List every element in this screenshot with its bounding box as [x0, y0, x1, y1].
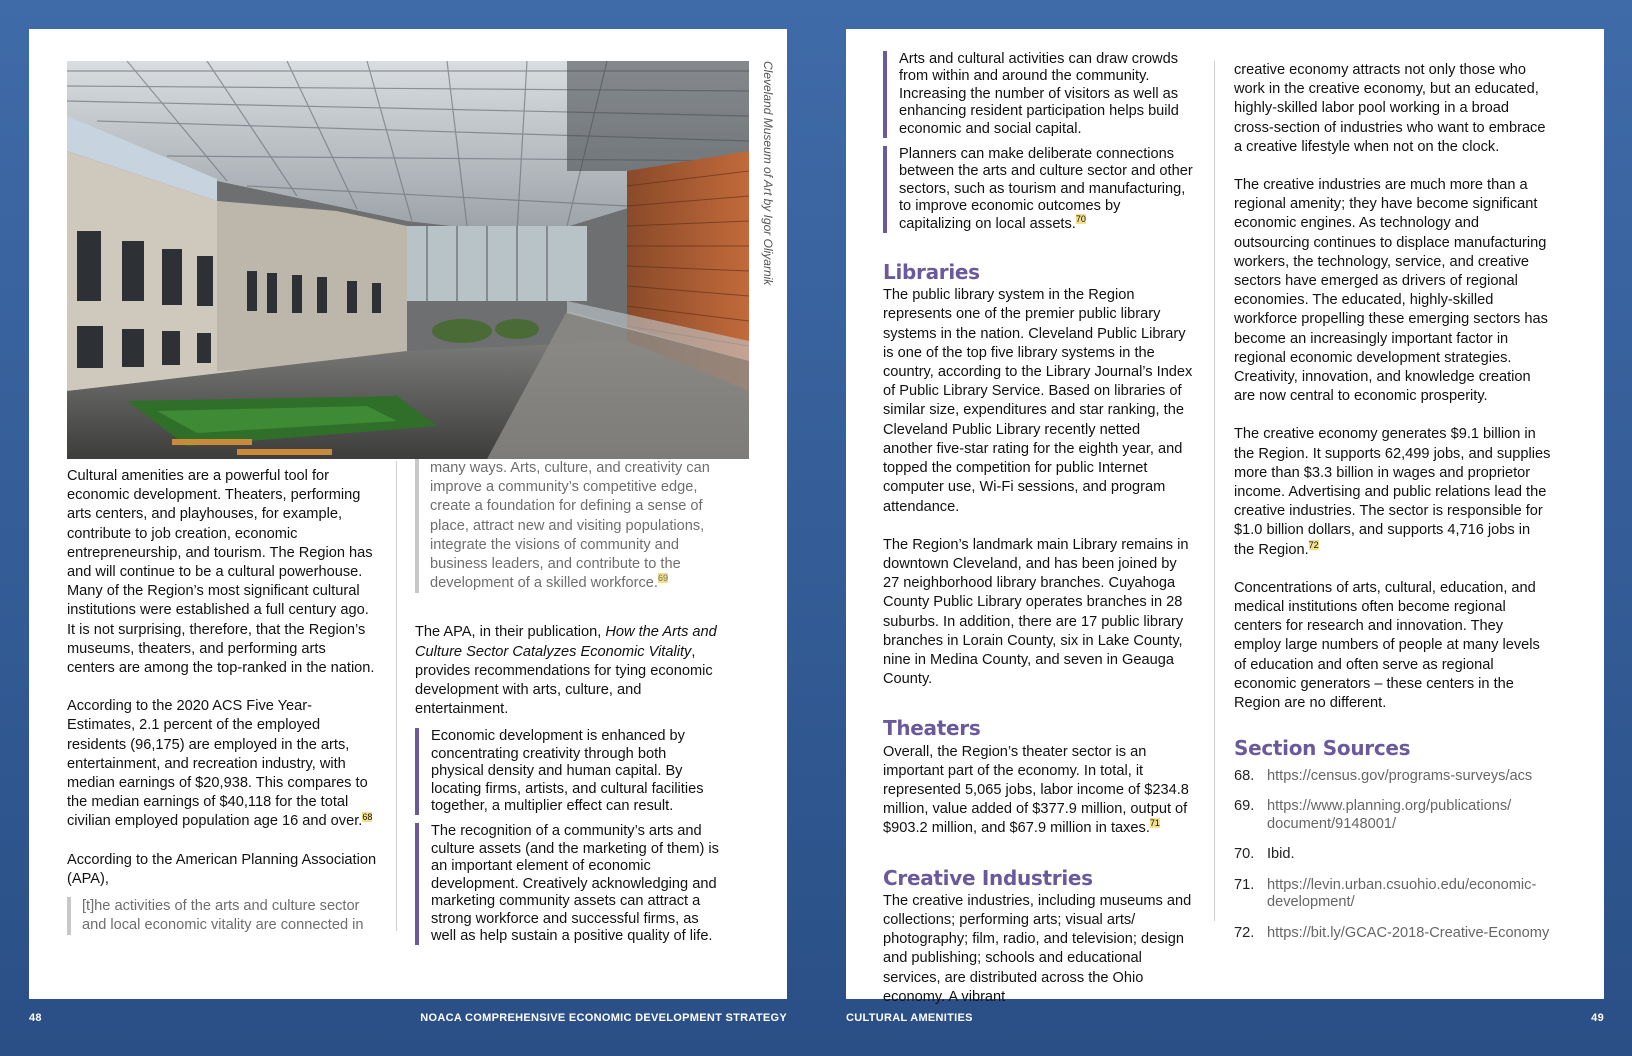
callout-crowds: Arts and cultural activities can draw crowds from within and around the community. Increasing the number of visitors as well as enhancing resident participation helps build economic and social capital.: [883, 51, 1193, 138]
right-column-1: [883, 51, 1193, 1026]
apa-intro: According to the American Planning Association (APA),: [67, 851, 377, 887]
source-link[interactable]: https://census.gov/programs-surveys/acs: [1267, 767, 1533, 784]
economy-paragraph: The creative economy generates $9.1 billion in the Region. It supports 62,499 jobs, and supplies more than $3.3 billion in wages and proprietor income. Advertising and public relations lead the creative industries. The sector is responsible for $1.0 billion dollars, and supports 4,716 jobs in the Region.$^{72}$: [1234, 426, 1551, 558]
libraries-paragraph-2: The Region’s landmark main Library remains in downtown Cleveland, and has been joined by 27 neighborhood library branches. Cuyahoga County Public Library operates branches in 28 suburbs. In addition, there are 17 public library branches in Lorain County, six in Lake County, nine in Medina County, and seven in Geauga County.: [883, 536, 1189, 688]
callout-recognition: The recognition of a community’s arts and culture assets (and the marketing of them) is an important element of economic development. Creatively acknowledging and marketing community assets can attract a strong workforce and successful firms, as well as help sustain a positive quality of life.: [415, 823, 720, 945]
left-column-2: [415, 459, 720, 953]
source-item: 68. https://census.gov/programs-surveys/acs: [1234, 767, 1533, 784]
creative-industries-heading: Creative Industries: [883, 865, 1093, 890]
creative-paragraph-start: The creative industries, including museums and collections; performing arts; visual arts/ photography; film, radio, and television; design and publishing; schools and educational services, are distributed across the Ohio economy. A vibrant: [883, 892, 1192, 1005]
right-page-number: 49: [1591, 1012, 1604, 1024]
apa-publication-paragraph: The APA, in their publication, How the Arts and Culture Sector Catalyzes Economic Vitality, provides recommendations for tying economic development with arts, culture, and entertainment.: [415, 624, 717, 718]
intro-paragraph: Cultural amenities are a powerful tool for economic development. Theaters, performing arts centers, and playhouses, for example, contribute to job creation, economic entrepreneurship, and tourism. The Region has and will continue to be a cultural powerhouse. Many of the Region’s most significant cultural institutions were established a full century ago. It is not surprising, therefore, that the Region’s museums, theaters, and performing arts centers are among the top-ranked in the nation.: [67, 468, 375, 677]
apa-quote-start: [t]he activities of the arts and culture sector and local economic vitality are connected in: [67, 897, 377, 935]
footnote-70[interactable]: 70: [1075, 213, 1086, 224]
footnote-68[interactable]: 68: [362, 811, 373, 822]
creative-paragraph-end: creative economy attracts not only those who work in the creative economy, but an educated, highly-skilled labor pool working in a broad cross-section of industries who want to embrace a creative lifestyle when not on the clock.: [1234, 62, 1546, 155]
source-link[interactable]: https://www.planning.org/publications/ document/9148001/: [1267, 798, 1512, 832]
industries-paragraph: The creative industries are much more than a regional amenity; they have become significant economic engines. As technology and outsourcing continues to displace manufacturing workers, the technology, service, and creative sectors have emerged as drivers of regional economies. The educated, highly-skilled workforce propelling these emerging sectors has become an increasingly important factor in regional economic development strategies. Creativity, innovation, and knowledge creation are now central to economic prosperity.: [1234, 177, 1548, 405]
concentrations-paragraph: Concentrations of arts, cultural, education, and medical institutions often become regional centers for research and innovation. They employ large numbers of people at many levels of education and often serve as regional economic generators – these centers in the Region are no different.: [1234, 579, 1540, 712]
column-divider: [396, 461, 397, 931]
sources-list: [1234, 768, 1552, 943]
column-divider: [1214, 61, 1215, 921]
section-sources-heading: Section Sources: [1234, 736, 1411, 761]
atrium-illustration: [67, 61, 749, 459]
source-text: Ibid.: [1267, 846, 1295, 862]
right-column-2: [1234, 61, 1552, 955]
source-link[interactable]: https://levin.urban.csuohio.edu/economic-development/: [1267, 876, 1537, 910]
left-column-1: [67, 467, 377, 954]
source-item: 72. https://bit.ly/GCAC-2018-Creative-Economy: [1234, 924, 1550, 941]
libraries-paragraph-1: The public library system in the Region represents one of the premier public library systems in the nation. Cleveland Public Library is one of the top five library systems in the country, according to the Library Journal’s Index of Public Library Service. Based on libraries of similar size, expenditures and star ranking, the Cleveland Public Library recently netted another five-star rating for the eighth year, and topped the competition for public Internet computer use, Wi-Fi sessions, and program attendance.: [883, 287, 1193, 515]
apa-quote-end: many ways. Arts, culture, and creativity can improve a community’s competitive edge, create a foundation for defining a sense of place, attract new and visiting populations, integrate the visions of community and business leaders, and contribute to the development of a skilled workforce.$^{69}$: [415, 459, 720, 593]
theaters-heading: Theaters: [883, 716, 981, 741]
theaters-paragraph: Overall, the Region’s theater sector is an important part of the economy. In total, it represented 5,065 jobs, labor income of $234.8 million, value added of $377.9 million, output of $903.2 million, and $67.9 million in taxes.$^{71}$: [883, 743, 1189, 837]
left-page-number: 48: [29, 1012, 42, 1024]
apa-publication-title: How the Arts and Culture Sector Catalyzes Economic Vitality: [415, 624, 717, 660]
photo-caption: Cleveland Museum of Art by Igor Oliyarnik: [761, 61, 775, 286]
callout-connections: Planners can make deliberate connections between the arts and culture sector and other sectors, such as tourism and manufacturing, to improve economic outcomes by capitalizing on local assets.$^{70}$: [883, 146, 1193, 233]
source-item: 69. https://www.planning.org/publications/ document/9148001/: [1234, 798, 1552, 833]
acs-paragraph: According to the 2020 ACS Five Year-Estimates, 2.1 percent of the employed residents (96,175) are employed in the arts, entertainment, and recreation industry, with median earnings of $20,938. This compares to the median earnings of $40,118 for the total civilian employed population age 16 and over.$^{68}$: [67, 698, 373, 830]
footnote-69[interactable]: 69: [657, 573, 668, 584]
source-item: 70. Ibid.: [1234, 846, 1295, 862]
left-page: [29, 29, 787, 999]
source-item: 71. https://levin.urban.csuohio.edu/economic-development/: [1234, 877, 1552, 912]
callout-density: Economic development is enhanced by concentrating creativity through both physical density and human capital. By locating firms, artists, and cultural facilities together, a multiplier effect can result.: [415, 728, 720, 815]
footnote-71[interactable]: 71: [1149, 818, 1160, 829]
footnote-72[interactable]: 72: [1308, 539, 1319, 550]
right-footer-title: CULTURAL AMENITIES: [846, 1012, 973, 1024]
source-link[interactable]: https://bit.ly/GCAC-2018-Creative-Economy: [1267, 924, 1550, 941]
left-footer-title: NOACA COMPREHENSIVE ECONOMIC DEVELOPMENT STRATEGY: [420, 1012, 787, 1024]
museum-atrium-photo: [67, 61, 749, 459]
libraries-heading: Libraries: [883, 260, 980, 285]
right-page: [846, 29, 1604, 1005]
